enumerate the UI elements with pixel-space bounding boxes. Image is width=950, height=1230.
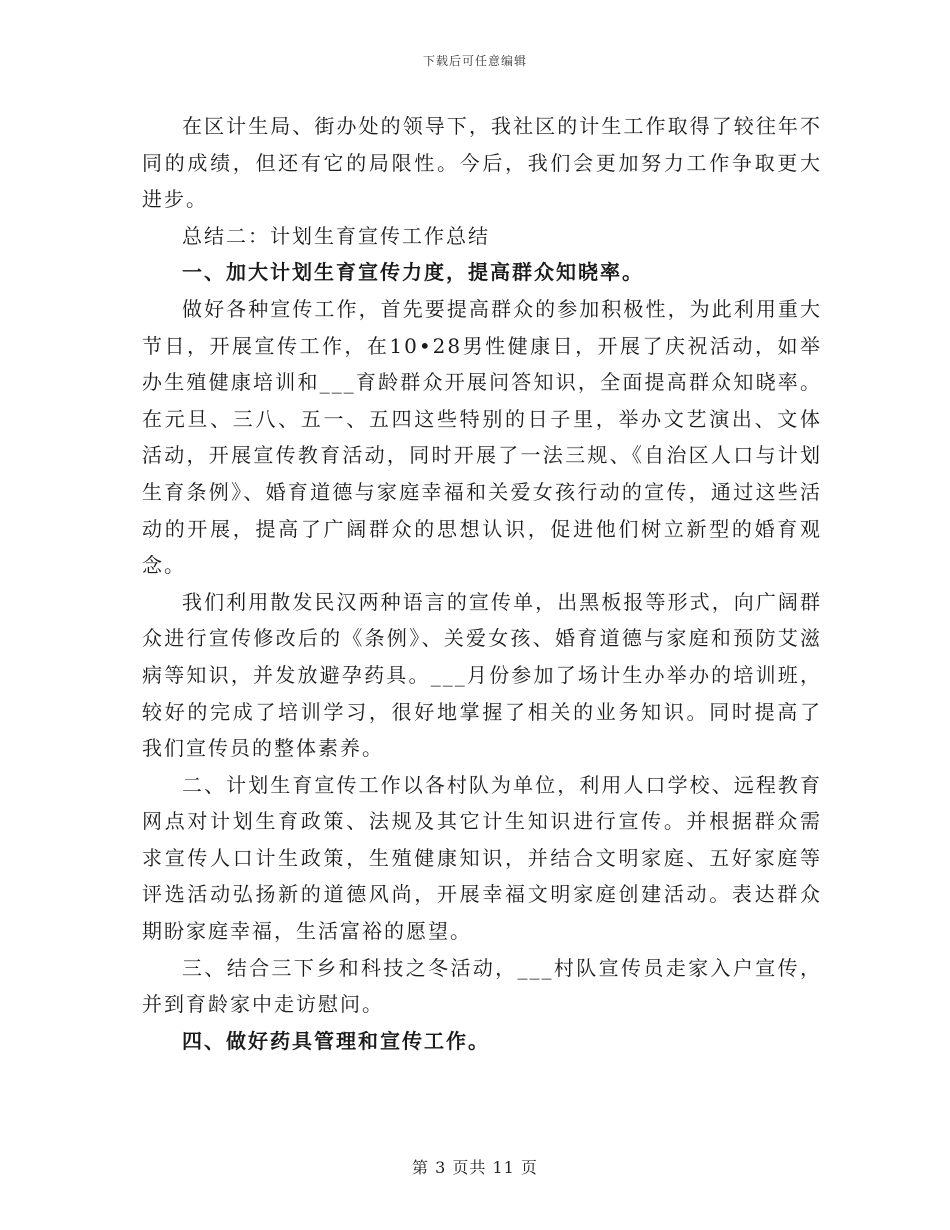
paragraph-home-visits: 三、结合三下乡和科技之冬活动，___村队宣传员走家入户宣传，并到育龄家中走访慰问。 [142,955,822,1017]
paragraph-village-units: 二、计划生育宣传工作以各村队为单位，利用人口学校、远程教育网点对计划生育政策、法规及其它计生知识进行宣传。并根据群众需求宣传人口计生政策，生殖健康知识，并结合文明家庭、五好家庭等评选活动弘扬新的道德风尚，开展幸福文明家庭创建活动。表达群众期盼家庭幸福，生活富裕的愿望。 [142,772,822,944]
heading-contraceptive-management: 四、做好药具管理和宣传工作。 [182,1028,490,1053]
paragraph-conclusion: 在区计生局、街办处的领导下，我社区的计生工作取得了较往年不同的成绩，但还有它的局限性。今后，我们会更加努力工作争取更大进步。 [142,114,822,212]
document-body [142,108,822,1059]
paragraph-publicity-activities: 做好各种宣传工作，首先要提高群众的参加积极性，为此利用重大节日，开展宣传工作，在10•28男性健康日，开展了庆祝活动，如举办生殖健康培训和___育龄群众开展问答知识，全面提高群众知晓率。在元旦、三八、五一、五四这些特别的日子里，举办文艺演出、文体活动，开展宣传教育活动，同时开展了一法三规、《自治区人口与计划生育条例》、婚育道德与家庭幸福和关爱女孩行动的宣传，通过这些活动的开展，提高了广阔群众的思想认识，促进他们树立新型的婚育观念。 [142,296,822,578]
heading-publicity-effort: 一、加大计划生育宣传力度，提高群众知晓率。 [182,260,644,285]
page-header-note: 下载后可任意编辑 [422,54,527,68]
page-number: 第 3 页共 11 页 [412,1158,538,1177]
paragraph-leaflets-training: 我们利用散发民汉两种语言的宣传单，出黑板报等形式，向广阔群众进行宣传修改后的《条例》、关爱女孩、婚育道德与家庭和预防艾滋病等知识，并发放避孕药具。___月份参加了场计生办举办的培训班，较好的完成了培训学习，很好地掌握了相关的业务知识。同时提高了我们宣传员的整体素养。 [142,589,822,761]
section-title-summary-two: 总结二：计划生育宣传工作总结 [182,223,490,248]
